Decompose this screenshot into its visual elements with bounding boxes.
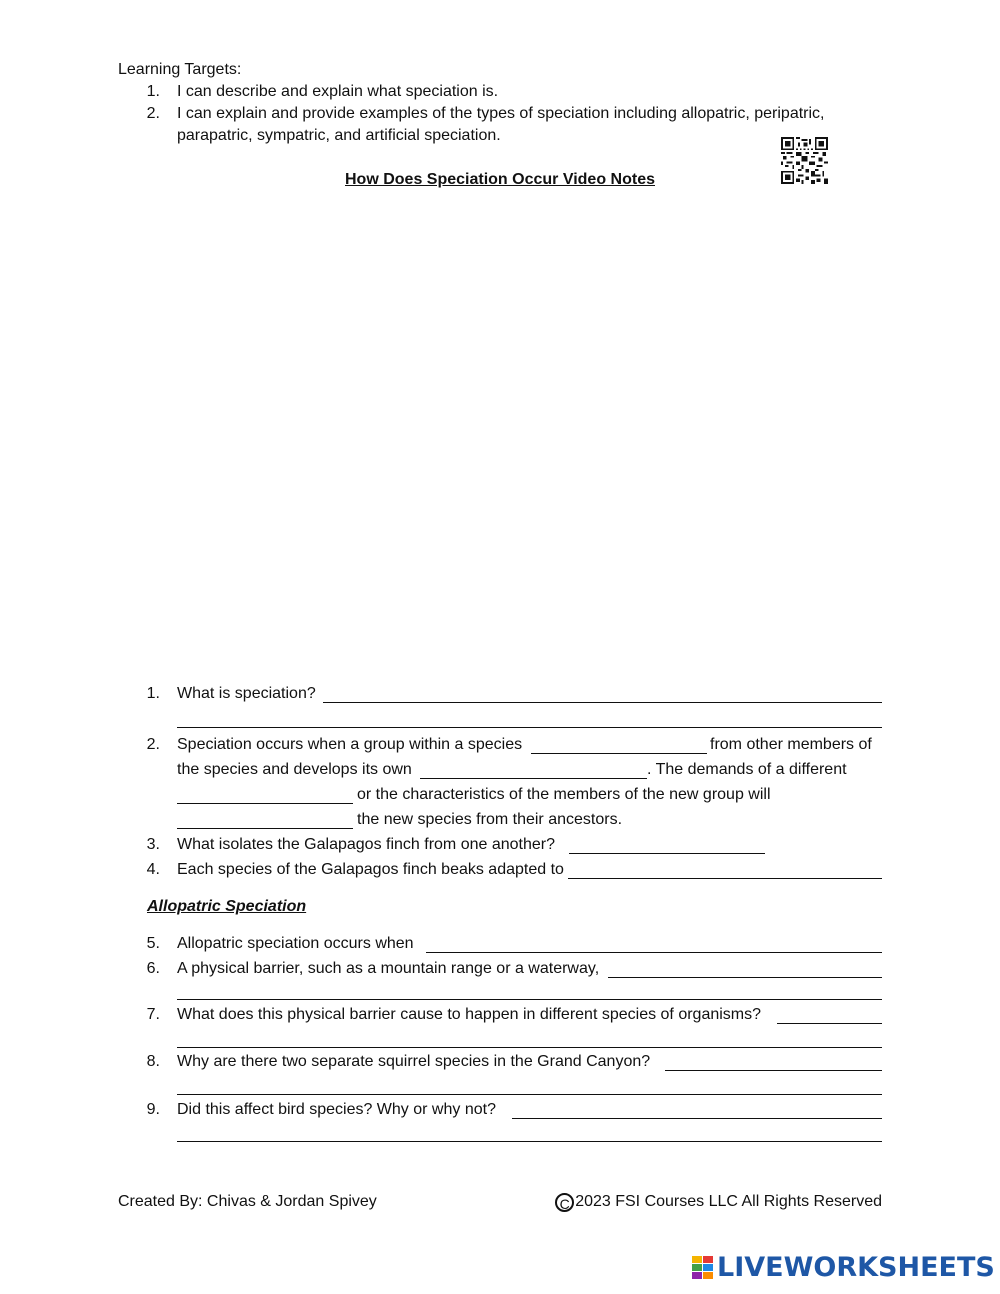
answer-blank[interactable] bbox=[512, 1118, 882, 1119]
question-2-text: the species and develops its own bbox=[177, 761, 412, 778]
question-6-text: A physical barrier, such as a mountain range or a waterway, bbox=[177, 960, 600, 977]
question-number: 7. bbox=[146, 1006, 160, 1023]
question-number: 5. bbox=[146, 935, 160, 952]
answer-blank[interactable] bbox=[420, 778, 647, 779]
logo-blocks-icon bbox=[692, 1256, 714, 1280]
answer-blank[interactable] bbox=[777, 1023, 882, 1024]
brand-name: LIVEWORKSHEETS bbox=[717, 1252, 995, 1283]
target-text: I can explain and provide examples of the types of speciation including allopatric, peripatric, bbox=[177, 105, 825, 122]
answer-blank[interactable] bbox=[177, 999, 882, 1000]
question-1-text: What is speciation? bbox=[177, 685, 316, 702]
question-2-text: from other members of bbox=[710, 736, 872, 753]
answer-blank[interactable] bbox=[177, 1094, 882, 1095]
question-2-text: . The demands of a different bbox=[647, 761, 847, 778]
page-title: How Does Speciation Occur Video Notes bbox=[345, 171, 655, 188]
answer-blank[interactable] bbox=[177, 1141, 882, 1142]
question-number: 1. bbox=[146, 685, 160, 702]
question-number: 8. bbox=[146, 1053, 160, 1070]
question-number: 4. bbox=[146, 861, 160, 878]
question-2-text: Speciation occurs when a group within a species bbox=[177, 736, 523, 753]
question-3-text: What isolates the Galapagos finch from one another? bbox=[177, 836, 555, 853]
answer-blank[interactable] bbox=[177, 803, 353, 804]
question-number: 3. bbox=[146, 836, 160, 853]
question-7-text: What does this physical barrier cause to happen in different species of organisms? bbox=[177, 1006, 762, 1023]
target-text: I can describe and explain what speciation is. bbox=[177, 83, 499, 100]
answer-blank[interactable] bbox=[177, 1047, 882, 1048]
question-8-text: Why are there two separate squirrel species in the Grand Canyon? bbox=[177, 1053, 651, 1070]
learning-targets-heading: Learning Targets: bbox=[118, 61, 242, 78]
answer-blank[interactable] bbox=[426, 952, 882, 953]
answer-blank[interactable] bbox=[665, 1070, 882, 1071]
target-number: 2. bbox=[146, 105, 160, 122]
answer-blank[interactable] bbox=[531, 753, 707, 754]
footer-created-by: Created By: Chivas & Jordan Spivey bbox=[118, 1193, 377, 1210]
answer-blank[interactable] bbox=[177, 727, 882, 728]
question-9-text: Did this affect bird species? Why or why not? bbox=[177, 1101, 496, 1118]
copyright-icon: C bbox=[555, 1193, 574, 1212]
question-4-text: Each species of the Galapagos finch beaks adapted to bbox=[177, 861, 564, 878]
question-5-text: Allopatric speciation occurs when bbox=[177, 935, 414, 952]
answer-blank[interactable] bbox=[568, 878, 882, 879]
footer-copyright bbox=[555, 1193, 882, 1212]
answer-blank[interactable] bbox=[569, 853, 765, 854]
question-2-text: the new species from their ancestors. bbox=[357, 811, 623, 828]
answer-blank[interactable] bbox=[323, 702, 882, 703]
question-number: 2. bbox=[146, 736, 160, 753]
question-number: 6. bbox=[146, 960, 160, 977]
copyright-text: 2023 FSI Courses LLC All Rights Reserved bbox=[575, 1193, 882, 1210]
answer-blank[interactable] bbox=[177, 828, 353, 829]
section-heading-allopatric: Allopatric Speciation bbox=[147, 898, 307, 915]
question-number: 9. bbox=[146, 1101, 160, 1118]
question-2-text: or the characteristics of the members of the new group will bbox=[357, 786, 771, 803]
target-text: parapatric, sympatric, and artificial speciation. bbox=[177, 127, 501, 144]
answer-blank[interactable] bbox=[608, 977, 882, 978]
liveworksheets-logo[interactable] bbox=[692, 1252, 995, 1283]
target-number: 1. bbox=[146, 83, 160, 100]
